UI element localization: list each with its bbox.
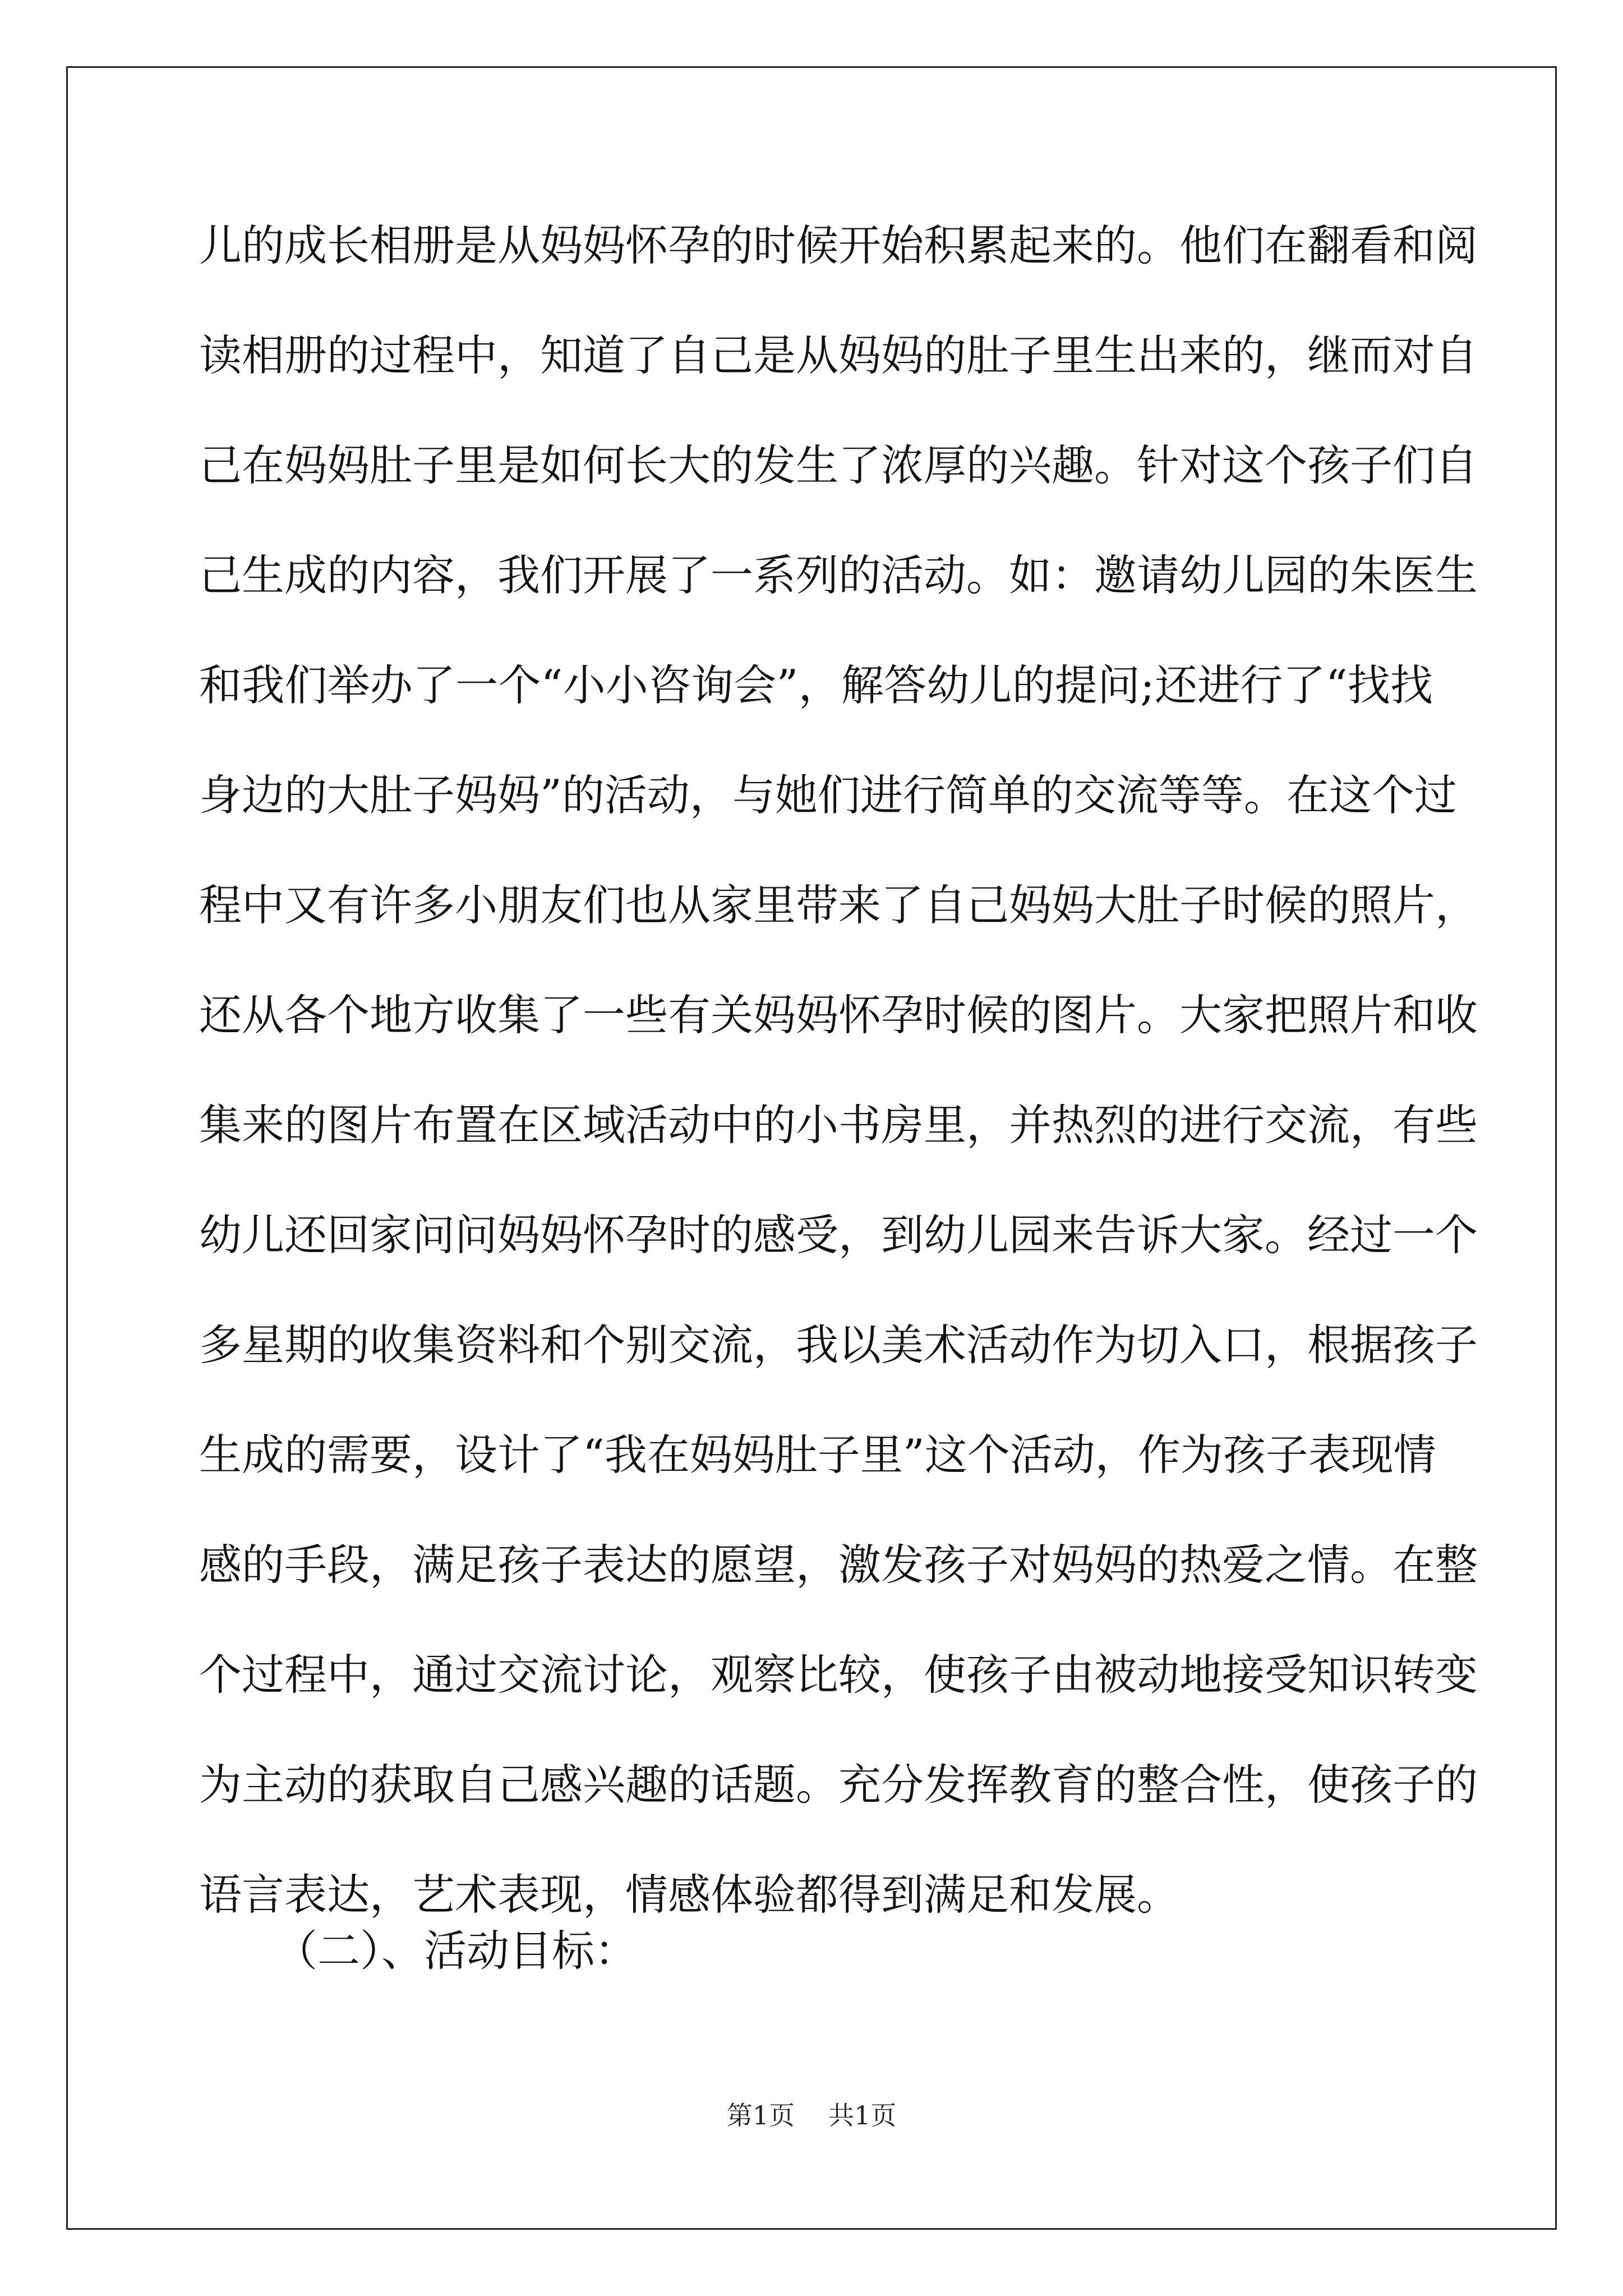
paragraph-line: 生成的需要，设计了“我在妈妈肚子里”这个活动，作为孩子表现情 — [199, 1430, 1436, 1480]
paragraph-line: 还从各个地方收集了一些有关妈妈怀孕时候的图片。大家把照片和收 — [199, 990, 1478, 1040]
page-number: 第1页 — [726, 2100, 795, 2131]
paragraph-line: 感的手段，满足孩子表达的愿望，激发孩子对妈妈的热爱之情。在整 — [199, 1540, 1478, 1590]
paragraph-line: 读相册的过程中，知道了自己是从妈妈的肚子里生出来的，继而对自 — [199, 330, 1478, 380]
section-heading: （二）、活动目标： — [275, 1926, 637, 1976]
paragraph-line: 语言表达，艺术表现，情感体验都得到满足和发展。 — [199, 1870, 1179, 1920]
body-paragraph — [199, 191, 1478, 1950]
paragraph-line: 多星期的收集资料和个别交流，我以美术活动作为切入口，根据孩子 — [199, 1320, 1478, 1370]
paragraph-line: 为主动的获取自己感兴趣的话题。充分发挥教育的整合性，使孩子的 — [199, 1760, 1478, 1810]
paragraph-line: 个过程中，通过交流讨论，观察比较，使孩子由被动地接受知识转变 — [199, 1650, 1478, 1700]
page-footer — [0, 2095, 1623, 2132]
paragraph-line: 儿的成长相册是从妈妈怀孕的时候开始积累起来的。他们在翻看和阅 — [199, 220, 1478, 270]
paragraph-line: 己在妈妈肚子里是如何长大的发生了浓厚的兴趣。针对这个孩子们自 — [199, 440, 1478, 490]
paragraph-line: 程中又有许多小朋友们也从家里带来了自己妈妈大肚子时候的照片， — [199, 880, 1478, 930]
page-total: 共1页 — [828, 2100, 897, 2131]
paragraph-line: 幼儿还回家问问妈妈怀孕时的感受，到幼儿园来告诉大家。经过一个 — [199, 1210, 1478, 1260]
paragraph-line: 和我们举办了一个“小小咨询会”，解答幼儿的提问;还进行了“找找 — [199, 660, 1433, 710]
paragraph-line: 身边的大肚子妈妈”的活动，与她们进行简单的交流等等。在这个过 — [199, 770, 1457, 820]
paragraph-line: 集来的图片布置在区域活动中的小书房里，并热烈的进行交流，有些 — [199, 1100, 1478, 1150]
paragraph-line: 己生成的内容，我们开展了一系列的活动。如：邀请幼儿园的朱医生 — [199, 550, 1478, 600]
